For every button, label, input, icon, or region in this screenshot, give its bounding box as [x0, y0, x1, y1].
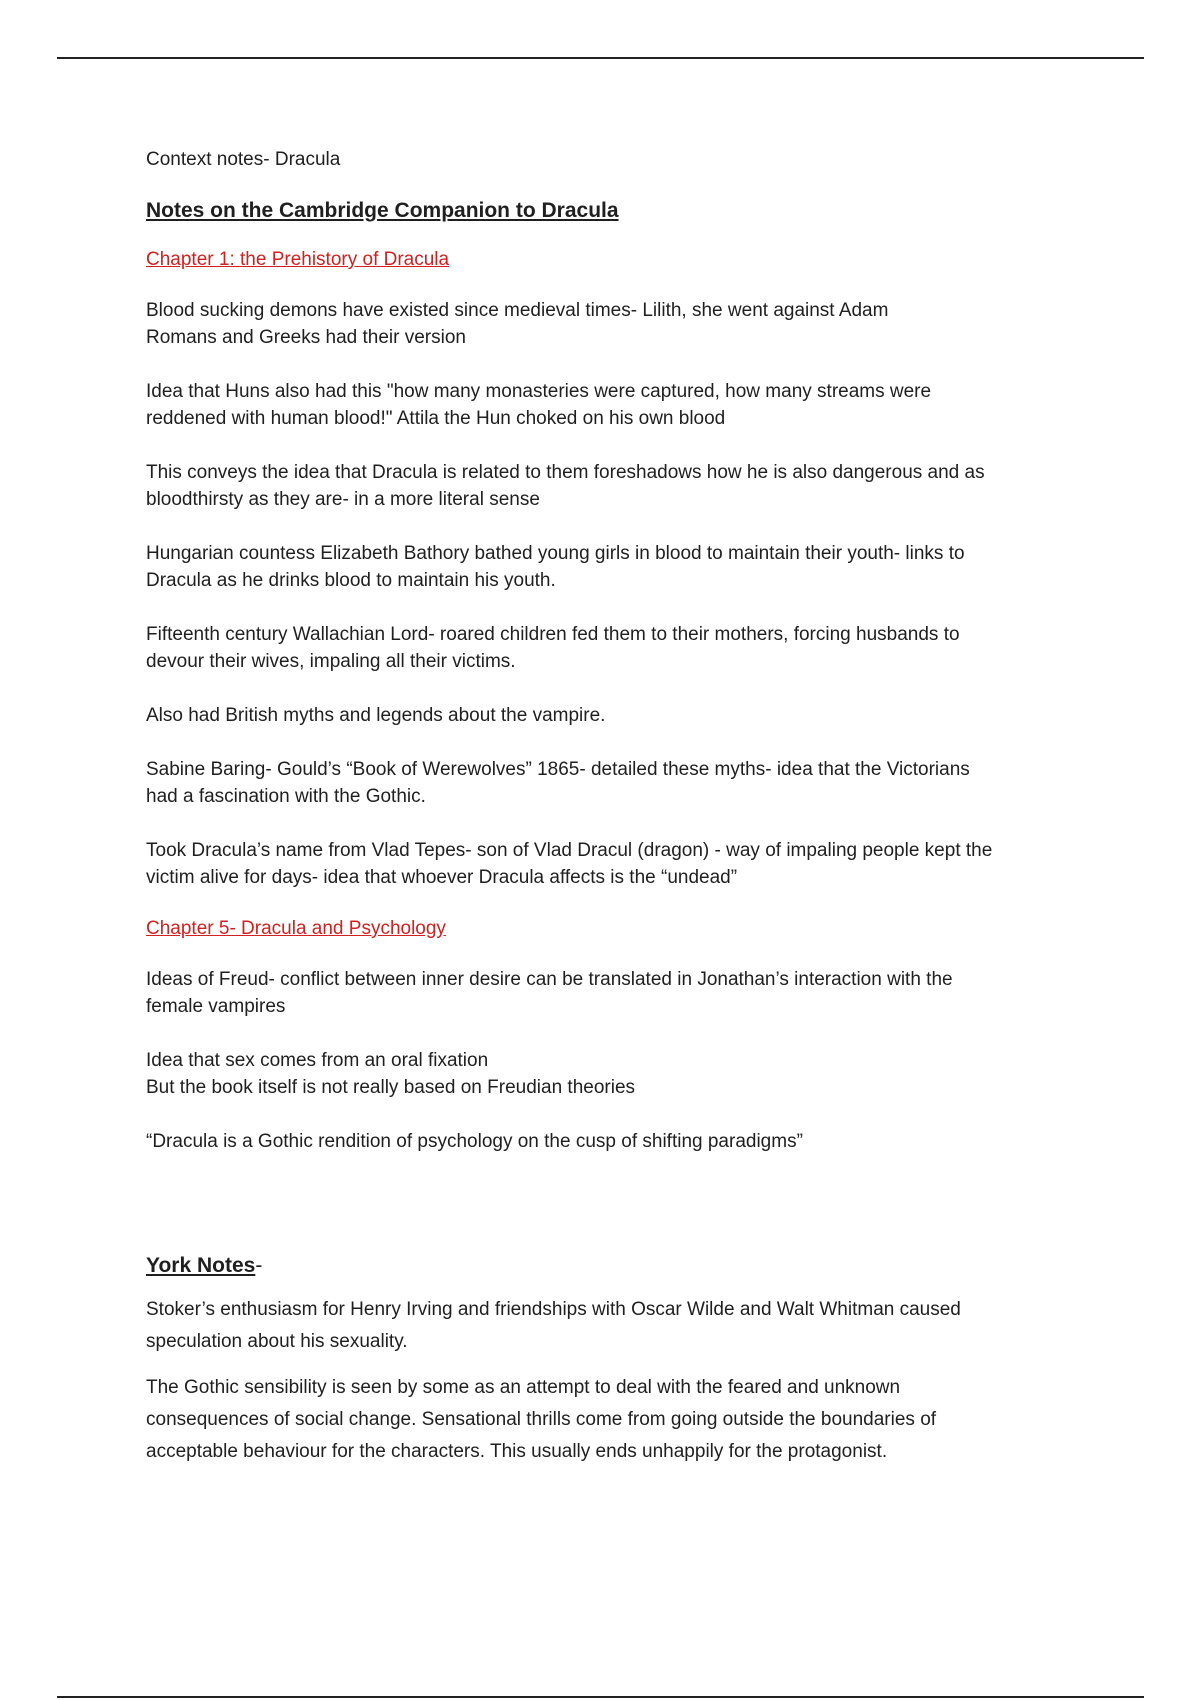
paragraph: Fifteenth century Wallachian Lord- roared children fed them to their mothers, forcing husbands to devour their wives, impaling all their victims.: [146, 624, 960, 672]
bottom-rule: [57, 1696, 1144, 1698]
paragraph: Hungarian countess Elizabeth Bathory bathed young girls in blood to maintain their youth- links to Dracula as he drinks blood to maintain his youth.: [146, 543, 965, 591]
york-notes-paragraphs: [146, 1294, 1066, 1468]
section-heading-york: York Notes-: [146, 1254, 263, 1277]
spacer: [146, 1182, 1066, 1254]
section-heading-cambridge: Notes on the Cambridge Companion to Dracula: [146, 199, 619, 222]
paragraph: Sabine Baring- Gould’s “Book of Werewolves” 1865- detailed these myths- idea that the Victorians had a fascination with the Gothic.: [146, 759, 970, 807]
chapter-5-paragraphs: [146, 966, 1066, 1155]
paragraph: Stoker’s enthusiasm for Henry Irving and friendships with Oscar Wilde and Walt Whitman caused speculation about his sexuality.: [146, 1299, 961, 1352]
paragraph: Blood sucking demons have existed since medieval times- Lilith, she went against Adam Romans and Greeks had their version: [146, 300, 889, 348]
paragraph: “Dracula is a Gothic rendition of psychology on the cusp of shifting paradigms”: [146, 1131, 803, 1152]
paragraph: Idea that Huns also had this "how many monasteries were captured, how many streams were reddened with human blood!" Attila the Hun choked on his own blood: [146, 381, 932, 429]
paragraph: Took Dracula’s name from Vlad Tepes- son of Vlad Dracul (dragon) - way of impaling people kept the victim alive for days- idea that whoever Dracula affects is the “undead”: [146, 840, 993, 888]
paragraph: The Gothic sensibility is seen by some as an attempt to deal with the feared and unknown consequences of social change. Sensational thrills come from going outside the boundaries of acceptable behaviour for the characters. This usually ends unhappily for the protagonist.: [146, 1377, 937, 1462]
chapter-heading-5: Chapter 5- Dracula and Psychology: [146, 918, 446, 939]
paragraph: This conveys the idea that Dracula is related to them foreshadows how he is also dangerous and as bloodthirsty as they are- in a more literal sense: [146, 462, 985, 510]
paragraph: Idea that sex comes from an oral fixation But the book itself is not really based on Freudian theories: [146, 1050, 636, 1098]
chapter-1-paragraphs: [146, 297, 1066, 891]
top-rule: [57, 57, 1144, 59]
document-body: [146, 146, 1066, 1482]
paragraph: Also had British myths and legends about the vampire.: [146, 705, 606, 726]
paragraph: Ideas of Freud- conflict between inner desire can be translated in Jonathan’s interaction with the female vampires: [146, 969, 953, 1017]
chapter-heading-1: Chapter 1: the Prehistory of Dracula: [146, 249, 450, 270]
document-title: Context notes- Dracula: [146, 149, 341, 170]
